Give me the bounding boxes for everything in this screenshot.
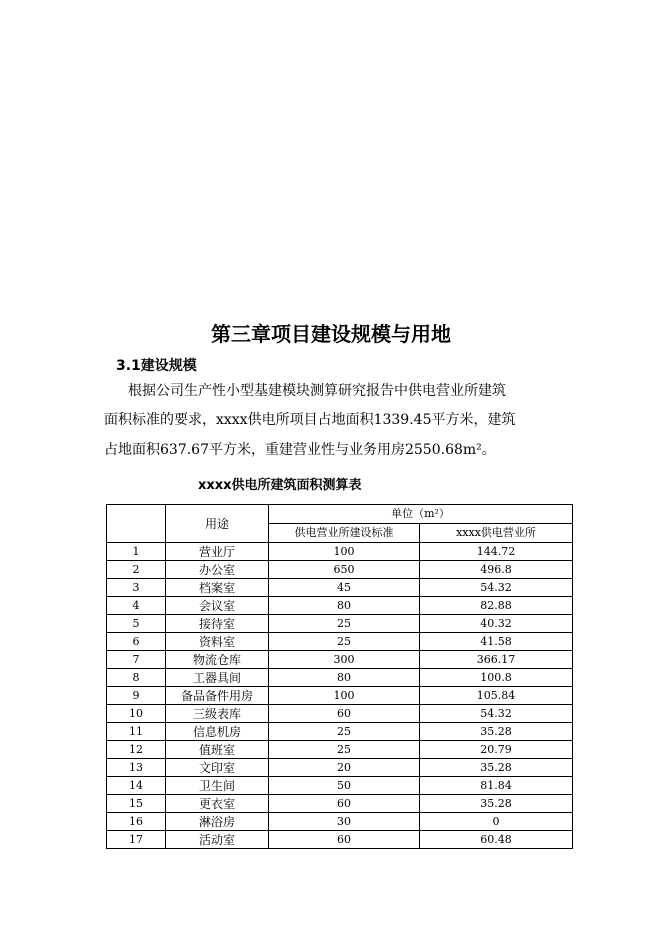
- header-unit-cell: 单位（m²）: [269, 505, 573, 524]
- table-row: [107, 795, 573, 813]
- row-number-cell: 8: [107, 669, 166, 687]
- table-row: [107, 759, 573, 777]
- paragraph-line-3: 占地面积637.67平方米，重建营业性与业务用房2550.68m²。: [104, 442, 496, 458]
- row-purpose-cell: 办公室: [166, 561, 269, 579]
- row-purpose-cell: 营业厅: [166, 543, 269, 561]
- row-number-cell: 14: [107, 777, 166, 795]
- row-number-cell: 9: [107, 687, 166, 705]
- row-actual-cell: 41.58: [420, 633, 573, 651]
- row-standard-cell: 30: [269, 813, 420, 831]
- header-row: [107, 505, 573, 524]
- row-number-cell: 4: [107, 597, 166, 615]
- row-number-cell: 15: [107, 795, 166, 813]
- table-row: [107, 669, 573, 687]
- table-title: xxxx供电所建筑面积测算表: [198, 478, 362, 493]
- row-actual-cell: 54.32: [420, 579, 573, 597]
- row-number-cell: 7: [107, 651, 166, 669]
- table-row: [107, 597, 573, 615]
- table-row: [107, 561, 573, 579]
- row-number-cell: 12: [107, 741, 166, 759]
- row-standard-cell: 50: [269, 777, 420, 795]
- row-purpose-cell: 资料室: [166, 633, 269, 651]
- row-standard-cell: 25: [269, 633, 420, 651]
- table-row: [107, 615, 573, 633]
- row-number-cell: 16: [107, 813, 166, 831]
- header-standard-cell: 供电营业所建设标准: [269, 524, 420, 543]
- row-standard-cell: 100: [269, 687, 420, 705]
- row-number-cell: 10: [107, 705, 166, 723]
- row-actual-cell: 60.48: [420, 831, 573, 849]
- row-standard-cell: 20: [269, 759, 420, 777]
- row-purpose-cell: 活动室: [166, 831, 269, 849]
- row-standard-cell: 80: [269, 597, 420, 615]
- row-purpose-cell: 会议室: [166, 597, 269, 615]
- row-purpose-cell: 接待室: [166, 615, 269, 633]
- row-actual-cell: 35.28: [420, 723, 573, 741]
- row-actual-cell: 35.28: [420, 759, 573, 777]
- row-purpose-cell: 卫生间: [166, 777, 269, 795]
- table-row: [107, 813, 573, 831]
- row-standard-cell: 60: [269, 795, 420, 813]
- row-number-cell: 1: [107, 543, 166, 561]
- row-standard-cell: 650: [269, 561, 420, 579]
- row-standard-cell: 300: [269, 651, 420, 669]
- row-actual-cell: 35.28: [420, 795, 573, 813]
- table-row: [107, 777, 573, 795]
- table-row: [107, 831, 573, 849]
- row-number-cell: 13: [107, 759, 166, 777]
- row-actual-cell: 100.8: [420, 669, 573, 687]
- row-purpose-cell: 值班室: [166, 741, 269, 759]
- row-standard-cell: 25: [269, 723, 420, 741]
- row-number-cell: 2: [107, 561, 166, 579]
- row-actual-cell: 81.84: [420, 777, 573, 795]
- table-row: [107, 651, 573, 669]
- row-purpose-cell: 淋浴房: [166, 813, 269, 831]
- row-actual-cell: 496.8: [420, 561, 573, 579]
- row-actual-cell: 82.88: [420, 597, 573, 615]
- row-number-cell: 17: [107, 831, 166, 849]
- row-standard-cell: 25: [269, 615, 420, 633]
- row-number-cell: 6: [107, 633, 166, 651]
- row-number-cell: 5: [107, 615, 166, 633]
- paragraph-line-2: 面积标准的要求，xxxx供电所项目占地面积1339.45平方米，建筑: [104, 412, 516, 428]
- row-standard-cell: 80: [269, 669, 420, 687]
- row-actual-cell: 366.17: [420, 651, 573, 669]
- row-standard-cell: 100: [269, 543, 420, 561]
- row-number-cell: 11: [107, 723, 166, 741]
- chapter-title: 第三章项目建设规模与用地: [211, 322, 451, 346]
- row-purpose-cell: 三级表库: [166, 705, 269, 723]
- row-standard-cell: 25: [269, 741, 420, 759]
- area-table-body: [107, 505, 573, 849]
- row-actual-cell: 105.84: [420, 687, 573, 705]
- row-purpose-cell: 备品备件用房: [166, 687, 269, 705]
- table-row: [107, 741, 573, 759]
- table-row: [107, 705, 573, 723]
- header-no-cell: [107, 505, 166, 543]
- header-actual-cell: xxxx供电营业所: [420, 524, 573, 543]
- table-row: [107, 543, 573, 561]
- row-number-cell: 3: [107, 579, 166, 597]
- section-heading: 3.1建设规模: [116, 358, 197, 374]
- row-actual-cell: 0: [420, 813, 573, 831]
- paragraph-line-1: 根据公司生产性小型基建模块测算研究报告中供电营业所建筑: [128, 383, 506, 399]
- row-purpose-cell: 档案室: [166, 579, 269, 597]
- header-purpose-cell: 用途: [166, 505, 269, 543]
- row-purpose-cell: 更衣室: [166, 795, 269, 813]
- row-actual-cell: 144.72: [420, 543, 573, 561]
- row-standard-cell: 45: [269, 579, 420, 597]
- row-purpose-cell: 物流仓库: [166, 651, 269, 669]
- row-purpose-cell: 工器具间: [166, 669, 269, 687]
- table-row: [107, 687, 573, 705]
- table-row: [107, 633, 573, 651]
- row-purpose-cell: 信息机房: [166, 723, 269, 741]
- row-actual-cell: 54.32: [420, 705, 573, 723]
- row-actual-cell: 20.79: [420, 741, 573, 759]
- row-actual-cell: 40.32: [420, 615, 573, 633]
- row-purpose-cell: 文印室: [166, 759, 269, 777]
- row-standard-cell: 60: [269, 831, 420, 849]
- area-table: [106, 504, 573, 849]
- table-row: [107, 579, 573, 597]
- table-row: [107, 723, 573, 741]
- row-standard-cell: 60: [269, 705, 420, 723]
